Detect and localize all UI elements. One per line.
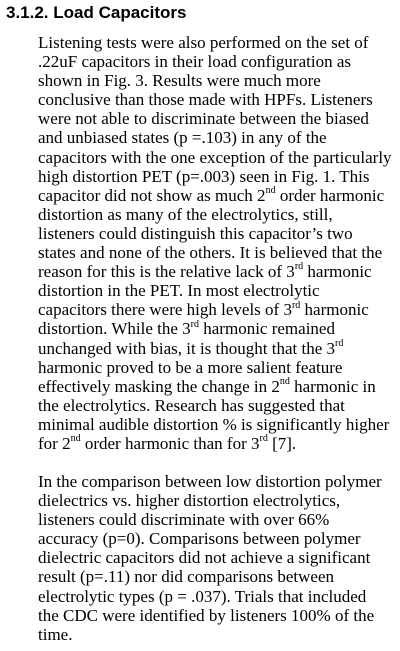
text-run: distortion as many of the electrolytics, still, — [38, 204, 333, 224]
text-line — [38, 148, 394, 167]
ordinal-superscript: rd — [259, 433, 268, 445]
text-run: listeners could discriminate with over 66% — [38, 510, 330, 530]
text-line — [38, 224, 394, 243]
text-line — [38, 415, 394, 434]
text-line — [38, 205, 394, 224]
text-run: distortion. While the 3 — [38, 319, 191, 339]
text-run: were not able to discriminate between the biased — [38, 109, 369, 129]
text-run: states and none of the others. It is believed that the — [38, 243, 383, 263]
text-line — [38, 396, 394, 415]
text-run: .22uF capacitors in their load configuration as — [38, 52, 351, 72]
ordinal-superscript: nd — [265, 185, 276, 197]
text-run: minimal audible distortion % is significantly higher — [38, 414, 390, 434]
text-line — [38, 377, 394, 396]
text-run: capacitors there were high levels of 3 — [38, 300, 292, 320]
text-line — [38, 625, 394, 644]
text-line — [38, 109, 394, 128]
text-line — [38, 281, 394, 300]
text-run: order harmonic than for 3 — [80, 433, 260, 453]
text-line — [38, 186, 394, 205]
text-line — [38, 339, 394, 358]
text-line — [38, 587, 394, 606]
text-run: dielectrics vs. higher distortion electrolytics, — [38, 491, 341, 511]
text-line — [38, 71, 394, 90]
text-run: In the comparison between low distortion polymer — [38, 472, 382, 491]
section-title: Load Capacitors — [53, 3, 187, 22]
ordinal-superscript: rd — [190, 318, 200, 330]
text-line — [38, 262, 394, 281]
text-line — [38, 128, 394, 147]
text-line — [38, 567, 394, 586]
text-line — [38, 319, 394, 338]
text-run: the CDC were identified by listeners 100% of the — [38, 605, 375, 625]
text-run: Listening tests were also performed on the set of — [38, 33, 369, 52]
text-run: for 2 — [38, 433, 71, 453]
text-run: distortion in the PET. In most electrolytic — [38, 281, 320, 301]
body-paragraph-1 — [38, 33, 394, 453]
text-run: harmonic remained — [199, 319, 335, 339]
ordinal-superscript: nd — [70, 433, 81, 445]
text-line — [38, 167, 394, 186]
section-number: 3.1.2. — [6, 3, 49, 22]
text-line — [38, 90, 394, 109]
text-line — [38, 529, 394, 548]
text-line — [38, 358, 394, 377]
text-line — [38, 548, 394, 567]
text-run: harmonic proved to be a more salient feature — [38, 357, 343, 377]
text-line — [38, 472, 394, 491]
text-run: reason for this is the relative lack of 3 — [38, 262, 295, 282]
text-run: accuracy (p=0). Comparisons between polymer — [38, 529, 361, 549]
text-run: shown in Fig. 3. Results were much more — [38, 71, 321, 91]
text-run: the electrolytics. Research has suggested that — [38, 395, 345, 415]
text-run: capacitor did not show as much 2 — [38, 185, 266, 205]
text-line — [38, 510, 394, 529]
body-paragraph-2 — [38, 472, 394, 644]
text-line — [38, 606, 394, 625]
text-line — [38, 243, 394, 262]
text-run: time. — [38, 624, 73, 644]
text-line — [38, 491, 394, 510]
text-line — [38, 52, 394, 71]
text-run: unchanged with bias, it is thought that the 3 — [38, 338, 335, 358]
text-run: harmonic — [300, 300, 369, 320]
text-line — [38, 33, 394, 52]
text-run: electrolytic types (p = .037). Trials that included — [38, 586, 367, 606]
ordinal-superscript: rd — [294, 261, 304, 273]
ordinal-superscript: nd — [279, 376, 290, 388]
text-run: capacitors with the one exception of the particularly — [38, 147, 392, 167]
text-line — [38, 300, 394, 319]
text-run: [7]. — [267, 433, 297, 453]
ordinal-superscript: rd — [291, 299, 301, 311]
section-heading — [6, 2, 186, 24]
text-run: high distortion PET (p=.003) seen in Fig. 1. This — [38, 166, 370, 186]
text-line — [38, 434, 394, 453]
text-run: effectively masking the change in 2 — [38, 376, 280, 396]
text-run: and unbiased states (p =.103) in any of the — [38, 128, 327, 148]
ordinal-superscript: rd — [335, 337, 344, 349]
text-run: order harmonic — [275, 185, 385, 205]
text-run: harmonic — [303, 262, 372, 282]
text-run: harmonic in — [289, 376, 376, 396]
text-run: result (p=.11) nor did comparisons between — [38, 567, 334, 587]
text-run: listeners could distinguish this capacitor’s two — [38, 223, 353, 243]
text-run: dielectric capacitors did not achieve a significant — [38, 548, 371, 568]
text-run: conclusive than those made with HPFs. Listeners — [38, 90, 373, 110]
